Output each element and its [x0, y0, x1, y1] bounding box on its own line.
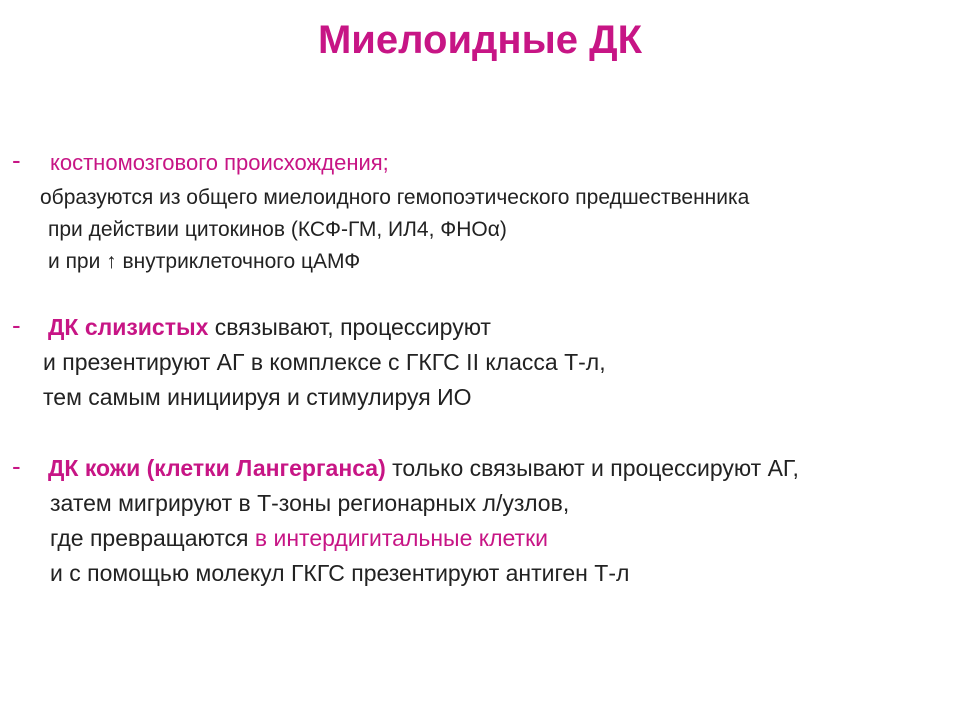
section2-line1: и презентируют АГ в комплексе с ГКГС II класса Т-л,: [43, 349, 606, 375]
section2-rest: связывают, процессируют: [208, 314, 491, 340]
section3-line2-prefix: где превращаются: [50, 525, 255, 551]
section1-line1: образуются из общего миелоидного гемопоэтического предшественника: [40, 186, 750, 209]
section1-line2: при действии цитокинов (КСФ-ГМ, ИЛ4, ФНОα): [48, 218, 507, 241]
section3-line2: [50, 525, 548, 552]
section3-line1: затем мигрируют в Т-зоны регионарных л/узлов,: [50, 490, 570, 516]
section2-highlight: ДК слизистых: [48, 314, 209, 340]
section3-line2-highlight: в интердигитальные клетки: [254, 525, 548, 551]
section2-line2: тем самым инициируя и стимулируя ИО: [43, 384, 472, 410]
bullet-dash-2: -: [12, 310, 21, 340]
section1-line3: и при ↑ внутриклеточного цАМФ: [48, 250, 361, 273]
slide-title: Миелоидные ДК: [317, 18, 643, 62]
section3-highlight: ДК кожи (клетки Лангерганса): [48, 455, 386, 481]
section2-line0: [48, 314, 491, 341]
section3-rest: только связывают и процессируют АГ,: [385, 455, 799, 481]
section3-line0: [48, 455, 799, 482]
bullet-dash-1: -: [12, 145, 21, 175]
section3-line3: и с помощью молекул ГКГС презентируют антиген Т-л: [50, 560, 630, 586]
section1-heading: костномозгового происхождения;: [50, 150, 389, 175]
bullet-dash-3: -: [12, 451, 21, 481]
